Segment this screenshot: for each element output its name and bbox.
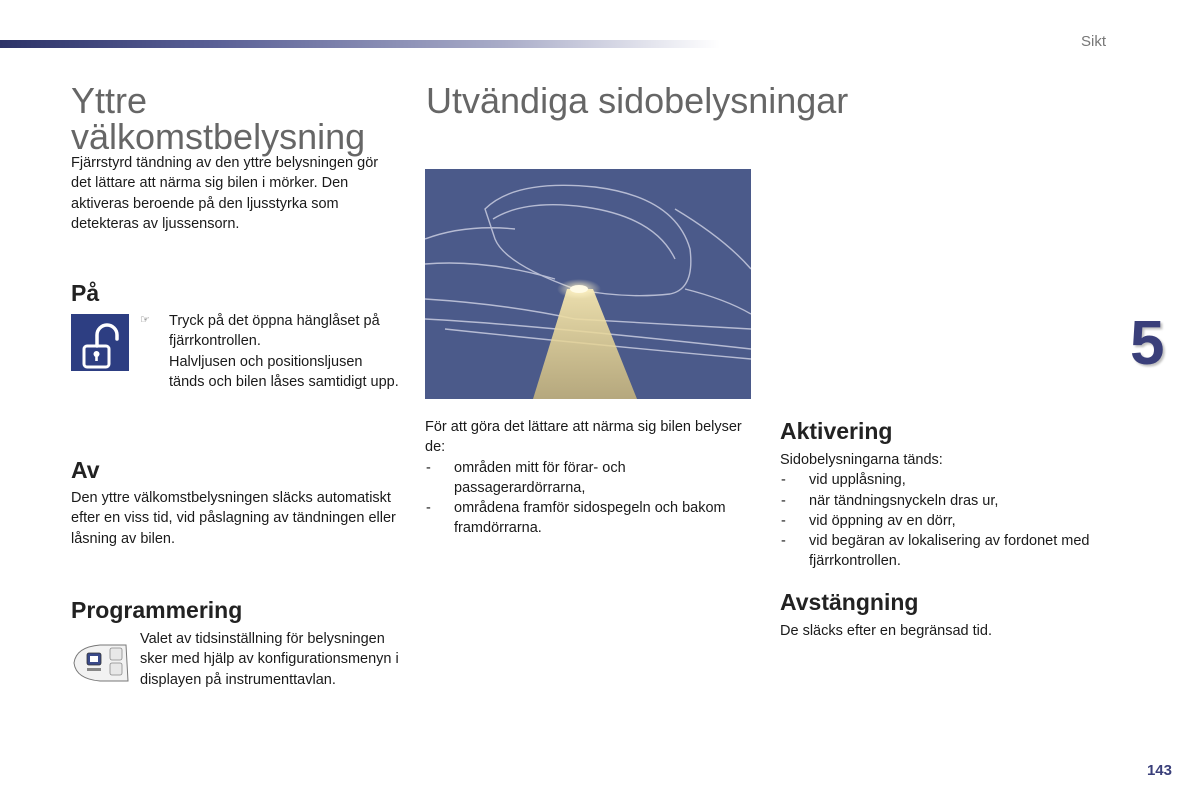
left-title-line2: välkomstbelysning — [71, 116, 366, 157]
open-padlock-icon — [71, 314, 129, 371]
page-number: 143 — [1146, 762, 1172, 779]
list-item: - vid begäran av lokalisering av fordonet med fjärrkontrollen. — [780, 531, 1090, 572]
on-instructions — [169, 311, 401, 392]
programming-text: Valet av tidsinställning för belysningen sker med hjälp av konfigurationsmenyn i displayen på instrumenttavlan. — [140, 631, 399, 688]
list-item: - när tändningsnyckeln dras ur, — [780, 491, 1090, 511]
activation-heading: Aktivering — [780, 418, 893, 444]
activation-content — [780, 450, 1090, 572]
middle-list — [425, 458, 755, 539]
list-item: - områden mitt för förar- och passagerardörrarna, — [425, 458, 755, 499]
left-intro: Fjärrstyrd tändning av den yttre belysningen gör det lättare att närma sig bilen i mörker. Den aktiveras beroende på den ljusstyrka som detekteras av ljussensorn. — [71, 155, 379, 232]
on-step2: Halvljusen och positionsljusen tänds och bilen låses samtidigt upp. — [169, 353, 399, 390]
left-title-line1: Yttre — [71, 80, 148, 121]
on-step1: Tryck på det öppna hänglåset på fjärrkontrollen. — [169, 313, 380, 350]
middle-content — [425, 417, 755, 539]
off-text: Den yttre välkomstbelysningen släcks automatiskt efter en viss tid, vid påslagning av tändningen eller låsning av bilen. — [71, 490, 396, 547]
steering-wheel-control-icon — [70, 641, 130, 685]
programming-heading: Programmering — [71, 597, 243, 623]
shutdown-text: De släcks efter en begränsad tid. — [780, 623, 992, 639]
side-mirror-light-illustration — [425, 169, 751, 399]
list-item: - vid öppning av en dörr, — [780, 511, 1090, 531]
on-heading: På — [71, 280, 100, 306]
off-heading: Av — [71, 457, 100, 483]
activation-intro: Sidobelysningarna tänds: — [780, 452, 943, 468]
left-title — [71, 80, 366, 157]
activation-list — [780, 470, 1090, 571]
section-label: Sikt — [1080, 33, 1106, 50]
shutdown-heading: Avstängning — [780, 589, 919, 615]
middle-intro: För att göra det lättare att närma sig bilen belyser de: — [425, 419, 742, 456]
header-gradient-bar — [0, 40, 720, 48]
pointing-hand-icon: ☞ — [140, 314, 150, 326]
list-item: - områdena framför sidospegeln och bakom framdörrarna. — [425, 498, 755, 539]
list-item: - vid upplåsning, — [780, 470, 1090, 490]
middle-title: Utvändiga sidobelysningar — [426, 80, 849, 121]
chapter-number: 5 — [1130, 309, 1165, 378]
